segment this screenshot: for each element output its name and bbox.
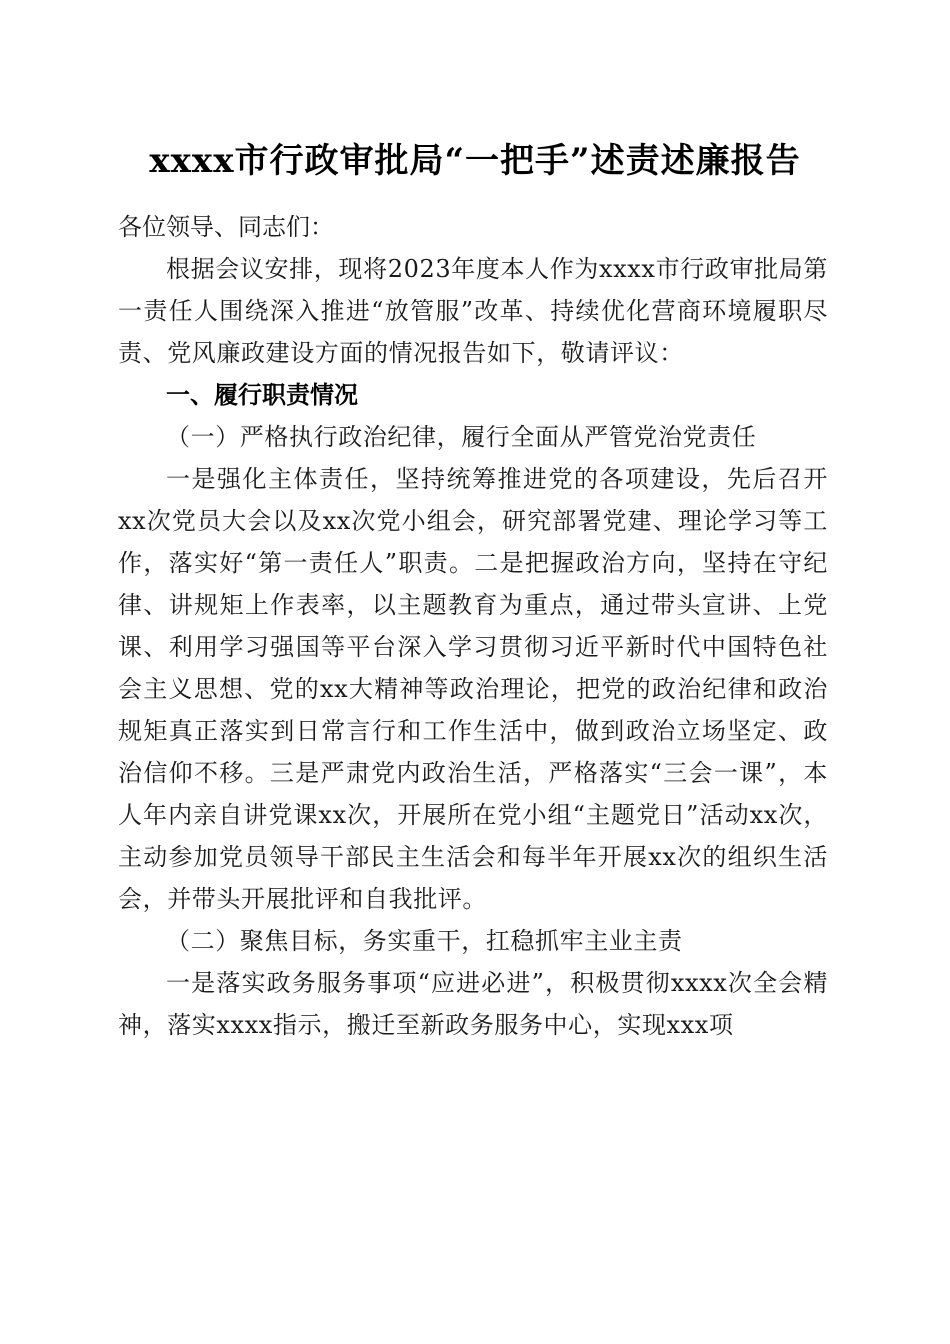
- subsection-heading: （一）严格执行政治纪律，履行全面从严管党治党责任: [166, 423, 757, 451]
- subsection-heading: （二）聚焦目标，务实重干，扛稳抓牢主业主责: [166, 927, 683, 955]
- document-title: xxxx市行政审批局“一把手”述责述廉报告: [149, 141, 801, 181]
- intro-paragraph: 根据会议安排，现将2023年度本人作为xxxx市行政审批局第一责任人围绕深入推进“放管服”改革、持续优化营商环境履职尽责、党风廉政建设方面的情况报告如下，敬请评议：: [118, 255, 828, 367]
- body-paragraph: 一是强化主体责任，坚持统筹推进党的各项建设，先后召开xx次党员大会以及xx次党小组会，研究部署党建、理论学习等工作，落实好“第一责任人”职责。二是把握政治方向，坚持在守纪律、讲规矩上作表率，以主题教育为重点，通过带头宣讲、上党课、利用学习强国等平台深入学习贯彻习近平新时代中国特色社会主义思想、党的xx大精神等政治理论，把党的政治纪律和政治规矩真正落实到日常言行和工作生活中，做到政治立场坚定、政治信仰不移。三是严肃党内政治生活，严格落实“三会一课”，本人年内亲自讲党课xx次，开展所在党小组“主题党日”活动xx次，主动参加党员领导干部民主生活会和每半年开展xx次的组织生活会，并带头开展批评和自我批评。: [118, 465, 828, 913]
- document-body: [118, 248, 828, 1046]
- body-paragraph: 一是落实政务服务事项“应进必进”，积极贯彻xxxx次全会精神，落实xxxx指示，搬迁至新政务服务中心，实现xxx项: [118, 969, 828, 1039]
- salutation: 各位领导、同志们：: [118, 213, 334, 241]
- section-heading: 一、履行职责情况: [166, 381, 358, 409]
